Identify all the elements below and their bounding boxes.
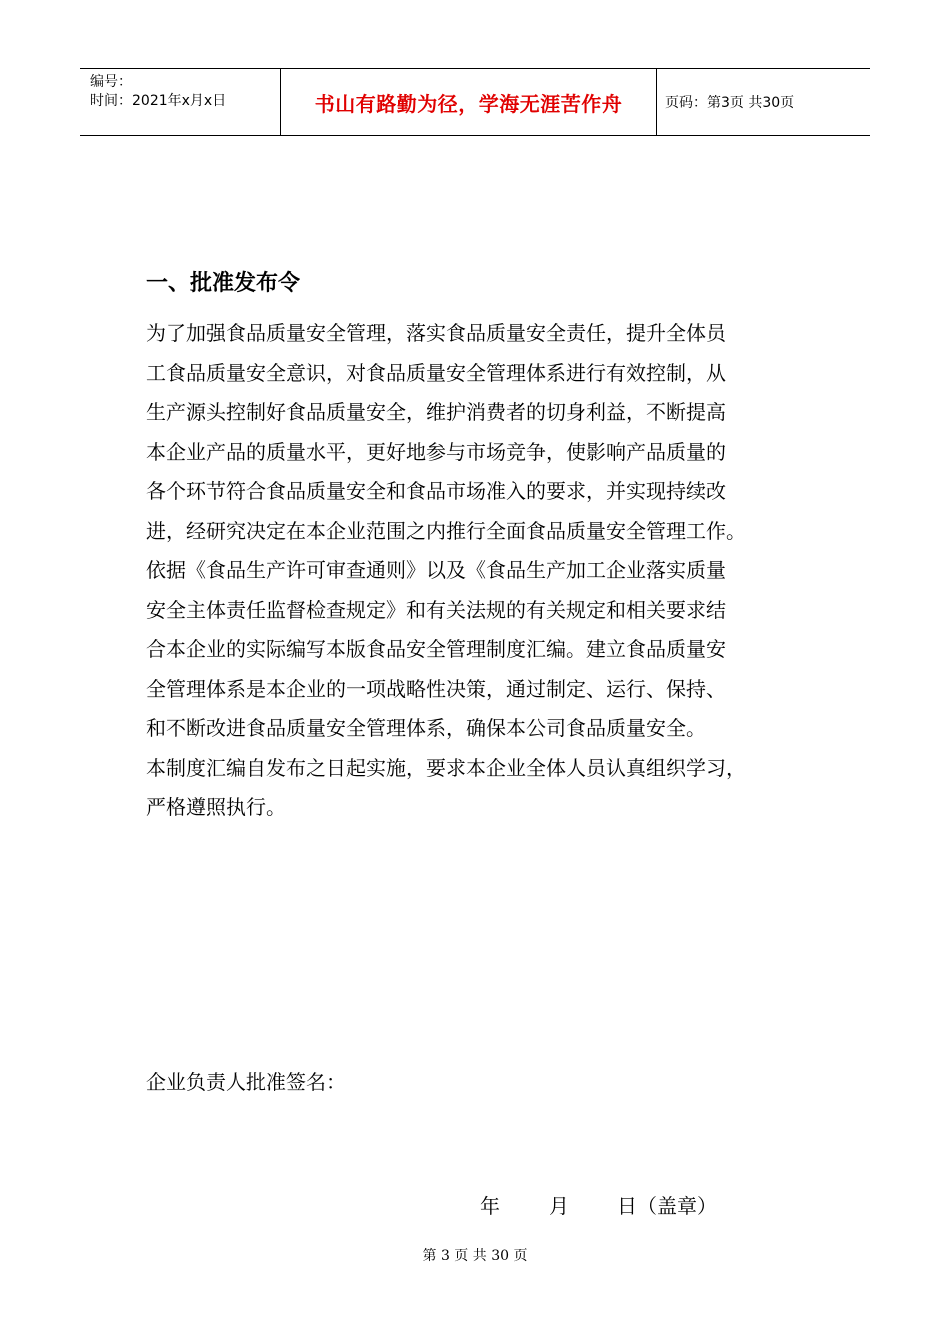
body-line: 进，经研究决定在本企业范围之内推行全面食品质量安全管理工作。 — [146, 518, 746, 543]
header-meta-cell — [80, 69, 281, 135]
document-time-label: 时间：2021年x月x日 — [90, 93, 227, 109]
page-footer: 第 3 页 共 30 页 — [422, 1248, 528, 1264]
body-line: 本企业产品的质量水平，更好地参与市场竞争，使影响产品质量的 — [146, 439, 726, 464]
body-line: 为了加强食品质量安全管理，落实食品质量安全责任，提升全体员 — [146, 321, 726, 345]
header-motto: 书山有路勤为径，学海无涯苦作舟 — [281, 69, 657, 135]
body-line: 工食品质量安全意识，对食品质量安全管理体系进行有效控制，从 — [146, 360, 726, 385]
page-header — [80, 68, 870, 136]
body-line: 和不断改进食品质量安全管理体系，确保本公司食品质量安全。 — [146, 716, 706, 740]
header-page-info: 页码：第3页 共30页 — [665, 95, 795, 111]
date-day-seal: 日（盖章） — [617, 1194, 717, 1218]
document-body — [146, 314, 826, 828]
body-line: 严格遵照执行。 — [146, 795, 286, 819]
body-line: 安全主体责任监督检查规定》和有关法规的有关规定和相关要求结 — [146, 597, 726, 622]
signature-date — [480, 1188, 717, 1224]
body-line: 本制度汇编自发布之日起实施，要求本企业全体人员认真组织学习， — [146, 755, 746, 780]
signature-label: 企业负责人批准签名： — [146, 1070, 346, 1094]
body-line: 全管理体系是本企业的一项战略性决策，通过制定、运行、保持、 — [146, 676, 726, 701]
body-line: 依据《食品生产许可审查通则》以及《食品生产加工企业落实质量 — [146, 558, 726, 582]
date-year: 年 — [480, 1194, 500, 1218]
document-number-label: 编号： — [90, 74, 132, 90]
body-line: 生产源头控制好食品质量安全，维护消费者的切身利益，不断提高 — [146, 400, 726, 424]
body-line: 各个环节符合食品质量安全和食品市场准入的要求，并实现持续改 — [146, 479, 726, 503]
section-heading: 一、批准发布令 — [146, 271, 301, 296]
date-month: 月 — [549, 1194, 569, 1218]
body-line: 合本企业的实际编写本版食品安全管理制度汇编。建立食品质量安 — [146, 637, 726, 661]
